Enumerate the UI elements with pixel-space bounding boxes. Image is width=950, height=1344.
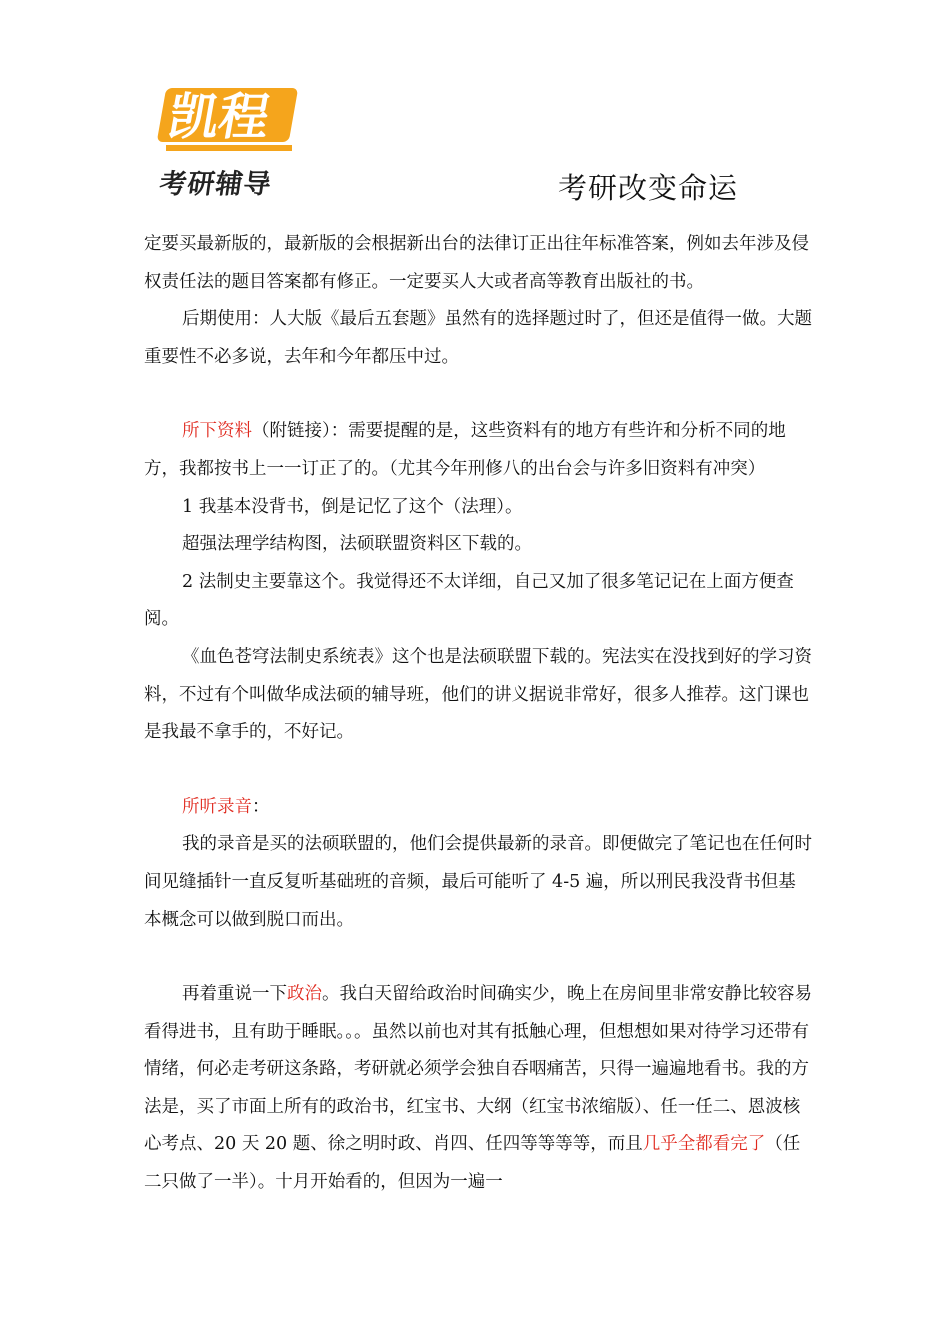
paragraph-later-use: 后期使用：人大版《最后五套题》虽然有的选择题过时了，但还是值得一做。大题重要性不必多说，去年和今年都压中过。 — [144, 309, 812, 367]
audio-heading: 所听录音 — [182, 796, 252, 817]
politics-text-1: 再着重说一下 — [182, 984, 287, 1005]
paragraph-item-2-source: 《血色苍穹法制史系统表》这个也是法硕联盟下载的。宪法实在没找到好的学习资料，不过有个叫做华成法硕的辅导班，他们的讲义据说非常好，很多人推荐。这门课也是我最不拿手的，不好记。 — [144, 646, 812, 743]
politics-highlight: 政治 — [287, 984, 322, 1005]
materials-text: （附链接）：需要提醒的是，这些资料有的地方有些许和分析不同的地方，我都按书上一一订正了的。（尤其今年刑修八的出台会与许多旧资料有冲突） — [144, 421, 786, 479]
article-body — [144, 226, 812, 1202]
politics-text-3: （任二只做了一半）。十月开始看的，但因为一遍一 — [144, 1134, 801, 1193]
logo-brand-text: 凯程 — [164, 87, 275, 146]
logo-subtitle: 考研辅导 — [157, 169, 274, 200]
paragraph-item-2: 2 法制史主要靠这个。我觉得还不太详细，自己又加了很多笔记记在上面方便查阅。 — [144, 571, 794, 630]
paragraph-item-1-source: 超强法理学结构图，法硕联盟资料区下载的。 — [182, 534, 532, 555]
paragraph-materials — [144, 413, 812, 488]
kaicheng-logo-mark — [152, 78, 302, 156]
politics-text-2: 。我白天留给政治时间确实少，晚上在房间里非常安静比较容易看得进书，且有助于睡眠。。。虽然以前也对其有抵触心理，但想想如果对待学习还带有情绪，何必走考研这条路，考研就必须学会独自吞咽痛苦，只得一遍遍地看书。我的方法是，买了市面上所有的政治书，红宝书、大纲（红宝书浓缩版）、任一任二、恩波核心考点、20 天 20 题、徐之明时政、肖四、任四等等等等，而且 — [144, 984, 812, 1155]
materials-heading: 所下资料 — [182, 421, 252, 442]
paragraph-audio-heading — [144, 789, 812, 827]
paragraph-continued: 定要买最新版的，最新版的会根据新出台的法律订正出往年标准答案，例如去年涉及侵权责任法的题目答案都有修正。一定要买人大或者高等教育出版社的书。 — [144, 234, 809, 292]
paragraph-item-1: 1 我基本没背书，倒是记忆了这个（法理）。 — [182, 496, 523, 517]
kaicheng-logo — [150, 78, 305, 200]
slogan: 考研改变命运 — [558, 171, 739, 205]
politics-highlight-2: 几乎全都看完了 — [642, 1134, 766, 1155]
paragraph-politics — [144, 976, 812, 1202]
audio-heading-colon: ： — [252, 796, 270, 817]
paragraph-audio: 我的录音是买的法硕联盟的，他们会提供最新的录音。即便做完了笔记也在任何时间见缝插针一直反复听基础班的音频，最后可能听了 4-5 遍，所以刑民我没背书但基本概念可以做到脱口而出。 — [144, 834, 812, 930]
